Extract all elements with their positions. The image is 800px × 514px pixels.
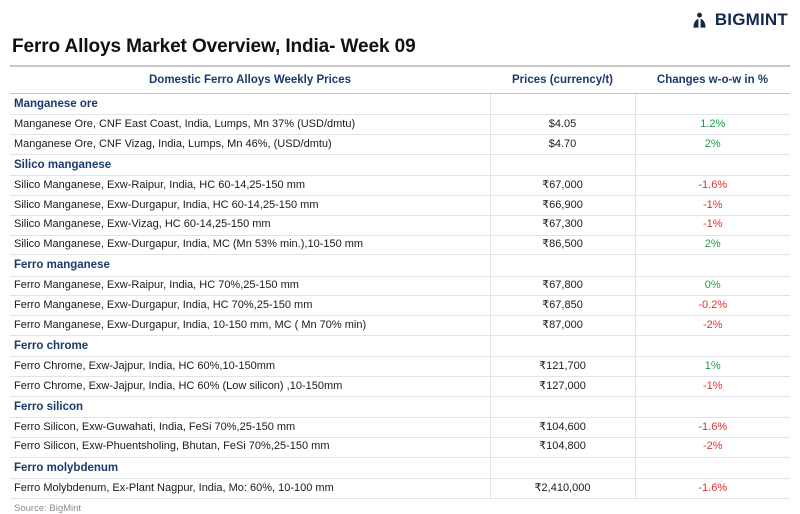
column-header-change: Changes w-o-w in % [635,67,790,94]
page-header [10,0,790,30]
change-cell: 1.2% [635,115,790,135]
table-group-row [10,94,790,115]
change-cell: -1.6% [635,418,790,438]
table-row [10,316,790,336]
change-cell: -1.6% [635,176,790,196]
price-cell: ₹67,000 [490,176,635,196]
table-group-row [10,396,790,417]
column-header-price: Prices (currency/t) [490,67,635,94]
price-cell: ₹66,900 [490,196,635,216]
table-row [10,115,790,135]
price-cell: ₹67,850 [490,296,635,316]
change-cell: -2% [635,437,790,457]
table-body [10,94,790,499]
price-cell: ₹127,000 [490,377,635,397]
product-name-cell: Ferro Manganese, Exw-Raipur, India, HC 70%,25-150 mm [10,276,490,296]
table-group-row [10,335,790,356]
price-cell: ₹67,800 [490,276,635,296]
table-row [10,479,790,499]
product-name-cell: Ferro Silicon, Exw-Phuentsholing, Bhutan, FeSi 70%,25-150 mm [10,437,490,457]
table-row [10,196,790,216]
product-name-cell: Ferro Chrome, Exw-Jajpur, India, HC 60% (Low silicon) ,10-150mm [10,377,490,397]
column-header-item: Domestic Ferro Alloys Weekly Prices [10,67,490,94]
change-cell: -1% [635,377,790,397]
group-price-cell [490,255,635,276]
prices-table [10,67,790,499]
price-cell: ₹104,800 [490,437,635,457]
group-label: Ferro molybdenum [10,457,490,478]
group-price-cell [490,335,635,356]
group-change-cell [635,457,790,478]
group-change-cell [635,94,790,115]
group-price-cell [490,154,635,175]
change-cell: -1.6% [635,479,790,499]
price-cell: $4.05 [490,115,635,135]
product-name-cell: Silico Manganese, Exw-Durgapur, India, HC 60-14,25-150 mm [10,196,490,216]
product-name-cell: Ferro Manganese, Exw-Durgapur, India, 10-150 mm, MC ( Mn 70% min) [10,316,490,336]
table-row [10,276,790,296]
change-cell: -0.2% [635,296,790,316]
brand-name: BIGMINT [714,10,788,29]
table-row [10,176,790,196]
product-name-cell: Ferro Chrome, Exw-Jajpur, India, HC 60%,10-150mm [10,357,490,377]
group-label: Silico manganese [10,154,490,175]
price-cell: ₹2,410,000 [490,479,635,499]
price-cell: ₹104,600 [490,418,635,438]
group-change-cell [635,255,790,276]
group-change-cell [635,154,790,175]
product-name-cell: Ferro Molybdenum, Ex-Plant Nagpur, India, Mo: 60%, 10-100 mm [10,479,490,499]
change-cell: -1% [635,196,790,216]
price-cell: ₹67,300 [490,215,635,235]
table-row [10,377,790,397]
change-cell: 0% [635,276,790,296]
price-cell: ₹86,500 [490,235,635,255]
table-row [10,296,790,316]
product-name-cell: Ferro Silicon, Exw-Guwahati, India, FeSi 70%,25-150 mm [10,418,490,438]
table-group-row [10,255,790,276]
brand-logo [690,8,790,30]
group-label: Manganese ore [10,94,490,115]
change-cell: -2% [635,316,790,336]
price-cell: ₹87,000 [490,316,635,336]
product-name-cell: Silico Manganese, Exw-Raipur, India, HC 60-14,25-150 mm [10,176,490,196]
table-row [10,235,790,255]
price-cell: $4.70 [490,135,635,155]
table-row [10,418,790,438]
group-label: Ferro silicon [10,396,490,417]
group-change-cell [635,396,790,417]
group-label: Ferro chrome [10,335,490,356]
product-name-cell: Manganese Ore, CNF East Coast, India, Lumps, Mn 37% (USD/dmtu) [10,115,490,135]
product-name-cell: Manganese Ore, CNF Vizag, India, Lumps, Mn 46%, (USD/dmtu) [10,135,490,155]
source-note: Source: BigMint [14,502,82,514]
change-cell: 1% [635,357,790,377]
table-row [10,215,790,235]
product-name-cell: Silico Manganese, Exw-Vizag, HC 60-14,25-150 mm [10,215,490,235]
table-row [10,437,790,457]
table-row [10,357,790,377]
product-name-cell: Ferro Manganese, Exw-Durgapur, India, HC 70%,25-150 mm [10,296,490,316]
page-title: Ferro Alloys Market Overview, India- Week 09 [12,36,416,57]
product-name-cell: Silico Manganese, Exw-Durgapur, India, MC (Mn 53% min.),10-150 mm [10,235,490,255]
group-price-cell [490,396,635,417]
change-cell: 2% [635,135,790,155]
bigmint-logo-icon [690,11,709,30]
change-cell: -1% [635,215,790,235]
group-label: Ferro manganese [10,255,490,276]
table-row [10,135,790,155]
change-cell: 2% [635,235,790,255]
group-price-cell [490,94,635,115]
group-change-cell [635,335,790,356]
table-header-row [10,67,790,94]
price-cell: ₹121,700 [490,357,635,377]
table-group-row [10,457,790,478]
group-price-cell [490,457,635,478]
table-group-row [10,154,790,175]
